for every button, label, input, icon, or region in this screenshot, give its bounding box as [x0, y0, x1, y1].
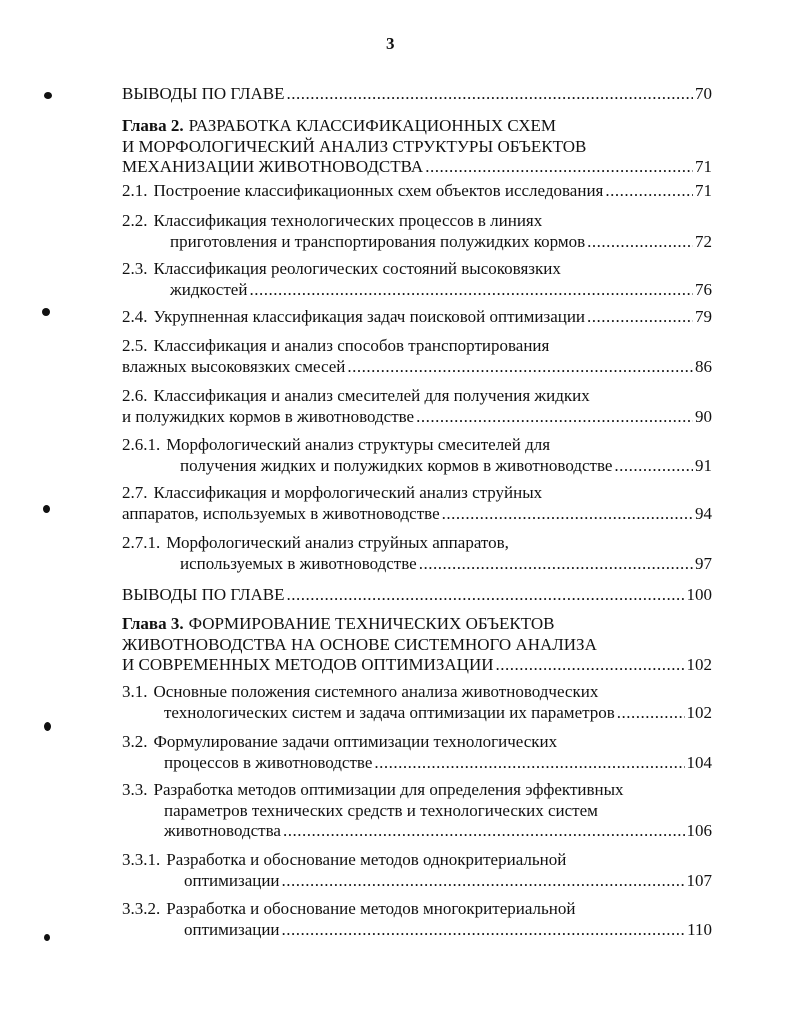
section-number: 2.1.	[122, 181, 148, 200]
section-number: 2.5.	[122, 336, 148, 355]
toc-entry-line	[122, 899, 712, 920]
entry-title: ВЫВОДЫ ПО ГЛАВЕ	[122, 585, 285, 604]
section-number: 2.3.	[122, 259, 148, 278]
page-reference: 76	[695, 279, 712, 299]
page-reference: 102	[686, 702, 712, 722]
toc-entry-line	[122, 456, 712, 477]
toc-entry[interactable]	[122, 181, 712, 202]
toc-entry-line	[122, 732, 712, 753]
section-number: 2.7.1.	[122, 533, 161, 552]
page-reference: 72	[695, 231, 712, 251]
entry-title: Укрупненная классификация задач поисковой оптимизации	[153, 307, 586, 326]
chapter-label: Глава 3.	[122, 614, 184, 633]
entry-title: параметров технических средств и технологических систем	[164, 800, 598, 820]
toc-entry-line	[122, 655, 712, 676]
page-reference: 86	[695, 356, 712, 376]
entry-title: И СОВРЕМЕННЫХ МЕТОДОВ ОПТИМИЗАЦИИ	[122, 655, 494, 674]
toc-entry-line	[122, 211, 712, 232]
entry-title: процессов в животноводстве	[164, 752, 373, 772]
toc-entry-line	[122, 585, 712, 606]
section-number: 2.6.1.	[122, 435, 161, 454]
toc-entry[interactable]	[122, 336, 712, 377]
dot-leader	[617, 703, 685, 724]
dot-leader	[287, 84, 694, 105]
dot-leader	[614, 456, 693, 477]
toc-entry-line	[122, 483, 712, 504]
toc-entry-line	[122, 871, 712, 892]
dot-leader	[605, 181, 693, 202]
toc-entry[interactable]	[122, 850, 712, 891]
dot-leader	[282, 871, 685, 892]
page-reference: 90	[695, 406, 712, 426]
dot-leader	[587, 307, 693, 328]
entry-title: Классификация технологических процессов в линиях	[153, 211, 543, 230]
entry-title: Разработка и обоснование методов многокритериальной	[166, 899, 576, 918]
toc-entry-line	[122, 780, 712, 801]
toc-entry-line	[122, 920, 712, 941]
entry-title: Построение классификационных схем объектов исследования	[153, 181, 604, 200]
entry-title: получения жидких и полужидких кормов в животноводстве	[180, 455, 613, 475]
section-number: 2.4.	[122, 307, 148, 326]
toc-entry-line	[122, 614, 712, 635]
dot-leader	[287, 585, 685, 606]
entry-title: Морфологический анализ структуры смесителей для	[166, 435, 551, 454]
entry-title: влажных высоковязких смесей	[122, 356, 346, 376]
entry-title: животноводства	[164, 821, 281, 840]
toc-entry[interactable]	[122, 780, 712, 842]
toc-entry-line	[122, 703, 712, 724]
toc-entry[interactable]	[122, 307, 712, 328]
toc-entry[interactable]	[122, 116, 712, 178]
dot-leader	[416, 407, 693, 428]
entry-title: жидкостей	[170, 279, 248, 299]
entry-title: Формулирование задачи оптимизации технологических	[153, 732, 558, 751]
page-reference: 94	[695, 503, 712, 523]
toc-entry-line	[122, 307, 712, 328]
page-reference: 104	[686, 752, 712, 772]
toc-entry[interactable]	[122, 211, 712, 252]
toc-entry[interactable]	[122, 259, 712, 300]
toc-entry[interactable]	[122, 732, 712, 773]
entry-title: оптимизации	[184, 919, 280, 939]
entry-title: используемых в животноводстве	[180, 553, 417, 573]
toc-entry-line	[122, 181, 712, 202]
entry-title: И МОРФОЛОГИЧЕСКИЙ АНАЛИЗ СТРУКТУРЫ ОБЪЕКТОВ	[122, 136, 587, 156]
toc-entry[interactable]	[122, 899, 712, 940]
dot-leader	[347, 357, 693, 378]
toc-entry-line	[122, 116, 712, 137]
page-reference: 91	[695, 455, 712, 475]
page-reference: 100	[686, 585, 712, 604]
toc-entry-line	[122, 386, 712, 407]
scan-speck	[44, 722, 51, 731]
toc-entry-line	[122, 232, 712, 253]
section-number: 2.6.	[122, 386, 148, 405]
page-reference: 102	[686, 655, 712, 674]
toc-entry-line	[122, 682, 712, 703]
scan-speck	[44, 92, 52, 99]
entry-title: приготовления и транспортирования полужидких кормов	[170, 231, 586, 251]
entry-title: Разработка методов оптимизации для определения эффективных	[153, 780, 624, 799]
section-number: 3.1.	[122, 682, 148, 701]
toc-entry[interactable]	[122, 614, 712, 676]
page-reference: 71	[695, 181, 712, 200]
entry-title: ВЫВОДЫ ПО ГЛАВЕ	[122, 84, 285, 103]
entry-title: оптимизации	[184, 870, 280, 890]
toc-entry-line	[122, 407, 712, 428]
page-reference: 107	[686, 870, 712, 890]
section-number: 3.3.	[122, 780, 148, 799]
dot-leader	[282, 920, 686, 941]
dot-leader	[374, 753, 684, 774]
toc-entry-line	[122, 137, 712, 158]
page-reference: 79	[695, 307, 712, 326]
entry-title: Разработка и обоснование методов однокритериальной	[166, 850, 567, 869]
page-reference: 110	[687, 919, 712, 939]
entry-title: и полужидких кормов в животноводстве	[122, 406, 415, 426]
toc-entry-line	[122, 753, 712, 774]
scan-speck	[43, 505, 50, 513]
page-reference: 106	[686, 821, 712, 840]
toc-entry[interactable]	[122, 483, 712, 524]
dot-leader	[496, 655, 685, 676]
dot-leader	[419, 554, 693, 575]
section-number: 3.3.1.	[122, 850, 161, 869]
section-number: 2.2.	[122, 211, 148, 230]
entry-title: Классификация и анализ смесителей для получения жидких	[153, 386, 590, 405]
dot-leader	[425, 157, 693, 178]
toc-entry-line	[122, 801, 712, 822]
entry-title: аппаратов, используемых в животноводстве	[122, 503, 440, 523]
toc-entry-line	[122, 84, 712, 105]
entry-title: Основные положения системного анализа животноводческих	[153, 682, 599, 701]
entry-title: МЕХАНИЗАЦИИ ЖИВОТНОВОДСТВА	[122, 157, 424, 176]
toc-entry-line	[122, 280, 712, 301]
chapter-label: Глава 2.	[122, 116, 184, 135]
toc-entry[interactable]	[122, 585, 712, 606]
toc-entry-line	[122, 157, 712, 178]
section-number: 2.7.	[122, 483, 148, 502]
section-number: 3.3.2.	[122, 899, 161, 918]
entry-title: РАЗРАБОТКА КЛАССИФИКАЦИОННЫХ СХЕМ	[188, 116, 556, 135]
toc-entry-line	[122, 554, 712, 575]
dot-leader	[249, 280, 693, 301]
scan-speck	[42, 308, 50, 316]
dot-leader	[587, 232, 693, 253]
entry-title: Классификация и анализ способов транспортирования	[153, 336, 550, 355]
toc-entry-line	[122, 821, 712, 842]
entry-title: ФОРМИРОВАНИЕ ТЕХНИЧЕСКИХ ОБЪЕКТОВ	[188, 614, 555, 633]
toc-entry-line	[122, 635, 712, 656]
toc-entry[interactable]	[122, 84, 712, 105]
toc-entry-line	[122, 259, 712, 280]
page-reference: 71	[695, 157, 712, 176]
scan-speck	[44, 934, 50, 941]
toc-entry-line	[122, 435, 712, 456]
toc-entry-line	[122, 533, 712, 554]
entry-title: ЖИВОТНОВОДСТВА НА ОСНОВЕ СИСТЕМНОГО АНАЛИЗА	[122, 634, 597, 654]
toc-entry[interactable]	[122, 533, 712, 574]
dot-leader	[442, 504, 693, 525]
entry-title: Классификация реологических состояний высоковязких	[153, 259, 561, 278]
page-reference: 70	[695, 84, 712, 103]
entry-title: Классификация и морфологический анализ струйных	[153, 483, 543, 502]
toc-entry-line	[122, 357, 712, 378]
toc-entry-line	[122, 850, 712, 871]
toc-entry[interactable]	[122, 682, 712, 723]
entry-title: Морфологический анализ струйных аппаратов,	[166, 533, 509, 552]
toc-entry-line	[122, 336, 712, 357]
toc-entry-line	[122, 504, 712, 525]
entry-title: технологических систем и задача оптимизации их параметров	[164, 702, 615, 722]
page-number: 3	[386, 34, 395, 53]
section-number: 3.2.	[122, 732, 148, 751]
toc-entry[interactable]	[122, 435, 712, 476]
page-reference: 97	[695, 553, 712, 573]
toc-entry[interactable]	[122, 386, 712, 427]
dot-leader	[283, 821, 685, 842]
